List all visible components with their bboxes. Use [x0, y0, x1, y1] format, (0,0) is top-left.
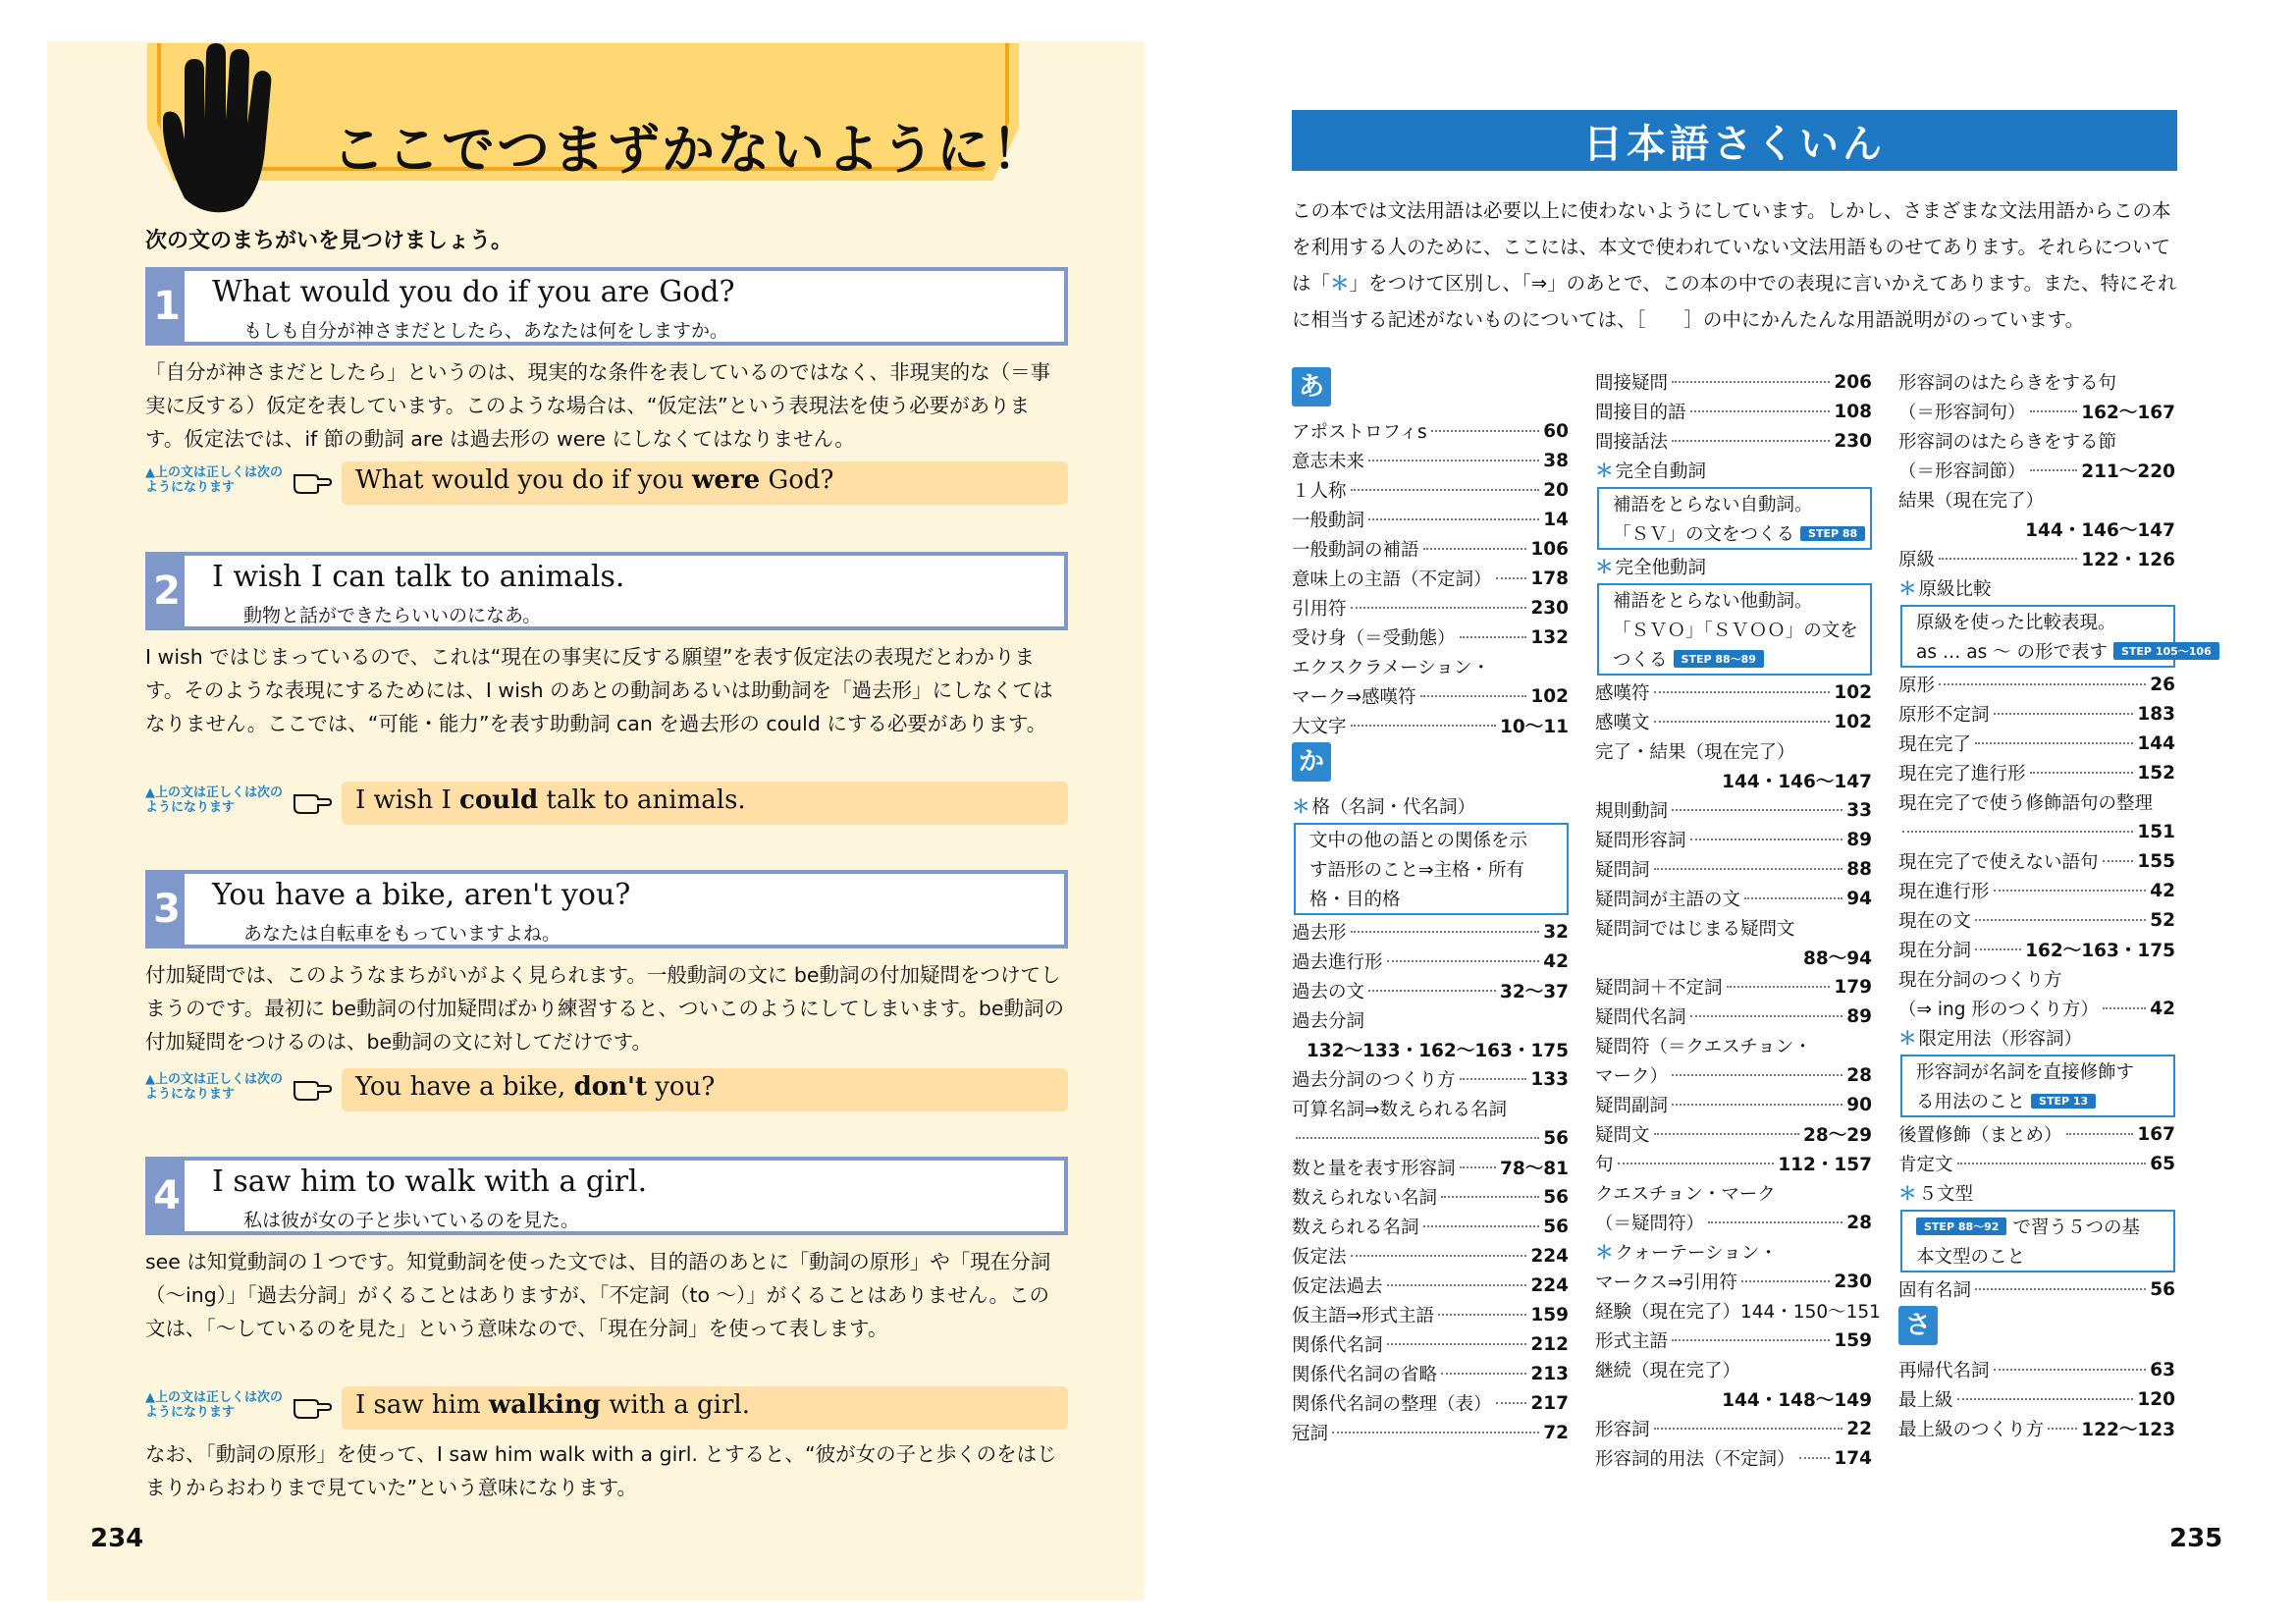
index-entry: 規則動詞 33 [1595, 799, 1872, 822]
question-japanese: 私は彼が女の子と歩いているのを見た。 [243, 1210, 580, 1231]
question-english: I saw him to walk with a girl. [212, 1164, 648, 1199]
index-entry: ＊ 完全他動詞 [1595, 558, 1707, 578]
index-title: 日本語さくいん [1292, 110, 2177, 171]
index-entry: 132～133・162～163・175 [1306, 1041, 1569, 1061]
corrected-sentence: You have a bike, don't you? [355, 1072, 716, 1102]
asterisk-icon: ＊ [1330, 272, 1350, 295]
explanation-4: see は知覚動詞の１つです。知覚動詞を使った文では、目的語のあとに「動詞の原形」や「現在分詞（～ing）」「過去分詞」がくることはありますが、「不定詞（to ～）」がくることはありません。この文は、「～しているのを見た」という意味なので、「現在分詞」を使って表します。 [145, 1250, 1051, 1340]
index-entry: 疑問詞＋不定詞 179 [1595, 976, 1872, 999]
index-entry: 関係代名詞 212 [1292, 1333, 1569, 1356]
definition-note: 原級を使った比較表現。 as … as ～ の形で表す STEP 105～106 [1900, 605, 2175, 668]
index-entry: 仮主語⇒形式主語 159 [1292, 1304, 1569, 1326]
index-entry: 疑問符（＝クエスチョン・ [1595, 1037, 1812, 1057]
correction-2 [145, 782, 1068, 825]
page-number-right: 235 [2169, 1524, 2223, 1553]
index-entry: ＊ 限定用法（形容詞） [1898, 1029, 2083, 1050]
index-entry: 現在分詞のつくり方 [1898, 970, 2062, 991]
index-entry: 過去分詞 [1292, 1011, 1365, 1032]
index-entry: 原形 26 [1898, 674, 2175, 696]
question-japanese: もしも自分が神さまだとしたら、あなたは何をしますか。 [243, 320, 729, 342]
correction-note: ▲上の文は正しくは次のようになります [145, 465, 283, 495]
correction-note: ▲上の文は正しくは次のようになります [145, 1390, 283, 1420]
index-entry: 疑問詞ではじまる疑問文 [1595, 919, 1795, 940]
index-entry: マーク） 28 [1595, 1064, 1872, 1087]
question-number: 1 [149, 271, 185, 342]
explanation-1: 「自分が神さまだとしたら」というのは、現実的な条件を表しているのではなく、非現実的な（＝事実に反する）仮定を表しています。このような場合は、“仮定法”という表現法を使う必要があります。仮定法では、if 節の動詞 are は過去形の were にしなくてはなりません。 [145, 360, 1051, 451]
index-entry: 関係代名詞の整理（表） 217 [1292, 1392, 1569, 1415]
corrected-sentence: I saw him walking with a girl. [355, 1390, 751, 1420]
index-column-3 [1898, 367, 2212, 1443]
question-english: You have a bike, aren't you? [212, 878, 631, 912]
hand-icon [145, 41, 293, 213]
step-reference: STEP 88 [1800, 526, 1865, 541]
index-entry: ＊ 完全自動詞 [1595, 461, 1707, 482]
pointing-hand-icon [293, 1072, 332, 1102]
kana-heading-ka: か [1292, 742, 1569, 785]
index-entry: 後置修飾（まとめ） 167 [1898, 1123, 2175, 1146]
question-number: 4 [149, 1161, 185, 1231]
index-entry: 形式主語 159 [1595, 1329, 1872, 1352]
index-intro: この本では文法用語は必要以上に使わないようにしています。しかし、さまざまな文法用語からこの本を利用する人のために、ここには、本文で使われていない文法用語ものせてあります。それらについては「＊」をつけて区別し、「⇒」のあとで、この本の中での表現に言いかえてあります。また、特にそれに相当する記述がないものについては、［ ］の中にかんたんな用語説明がのっています。 [1292, 199, 2177, 331]
index-entry: 関係代名詞の省略 213 [1292, 1363, 1569, 1385]
instruction-text: 次の文のまちがいを見つけましょう。 [145, 229, 513, 253]
index-entry: 受け身（＝受動態） 132 [1292, 626, 1569, 649]
index-entry: 数と量を表す形容詞 78～81 [1292, 1159, 1569, 1179]
kana-heading-a: あ [1292, 367, 1569, 410]
index-entry: マークス⇒引用符 230 [1595, 1271, 1872, 1293]
pointing-hand-icon [293, 465, 332, 495]
index-entry: 経験（現在完了）144・150～151 [1595, 1302, 1881, 1323]
index-entry: 形容詞のはたらきをする句 [1898, 373, 2117, 394]
index-entry: 原級 122・126 [1898, 550, 2175, 570]
step-reference: STEP 88～92 [1916, 1218, 2006, 1235]
index-entry: 肯定文 65 [1898, 1153, 2175, 1175]
index-entry: 数えられない名詞 56 [1292, 1186, 1569, 1209]
index-entry: ＊ クォーテーション・ [1595, 1243, 1778, 1264]
index-entry: ＊ 原級比較 [1898, 579, 1992, 600]
index-entry: 疑問副詞 90 [1595, 1094, 1872, 1116]
index-entry: 固有名詞 56 [1898, 1278, 2175, 1301]
question-japanese: 動物と話ができたらいいのになあ。 [243, 605, 542, 626]
index-entry: マーク⇒感嘆符 102 [1292, 685, 1569, 708]
index-entry: 疑問詞 88 [1595, 858, 1872, 881]
definition-note: 文中の他の語との関係を示 す語形のこと⇒主格・所有 格・目的格 [1294, 823, 1569, 915]
index-entry: エクスクラメーション・ [1292, 658, 1491, 678]
index-entry: ＊ 格（名詞・代名詞） [1292, 797, 1476, 818]
index-entry: 継続（現在完了） [1595, 1361, 1741, 1381]
closing-note: なお、「動詞の原形」を使って、I saw him walk with a girl. とすると、“彼が女の子と歩くのをはじまりからおわりまで見ていた”という意味になります。 [145, 1442, 1057, 1499]
index-entry: 句 112・157 [1595, 1155, 1872, 1175]
index-entry: 結果（現在完了） [1898, 491, 2045, 512]
step-reference: STEP 13 [2031, 1094, 2096, 1109]
question-english: What would you do if you are God? [212, 275, 735, 309]
index-entry: アポストロフィs 60 [1292, 420, 1569, 443]
question-english: I wish I can talk to animals. [212, 560, 625, 594]
index-entry: 意志未来 38 [1292, 450, 1569, 472]
index-entry: 完了・結果（現在完了） [1595, 742, 1795, 763]
question-box-4 [145, 1157, 1068, 1235]
question-number: 2 [149, 556, 185, 626]
index-entry: （＝形容詞句） 162～167 [1898, 403, 2175, 423]
index-entry: 現在完了 144 [1898, 732, 2175, 755]
index-entry: 形容詞 22 [1595, 1418, 1872, 1440]
correction-bar [342, 1386, 1068, 1430]
definition-note: 補語をとらない他動詞。 「ＳＶＯ」「ＳＶＯＯ」の文を つくる STEP 88～89 [1597, 583, 1872, 676]
index-entry: 感嘆文 102 [1595, 711, 1872, 733]
index-entry: 144・146～147 [2025, 520, 2175, 541]
index-entry: 引用符 230 [1292, 597, 1569, 620]
question-box-1 [145, 267, 1068, 346]
index-column-1 [1292, 365, 1569, 1447]
index-entry: 一般動詞 14 [1292, 509, 1569, 531]
index-entry: 最上級 120 [1898, 1388, 2175, 1411]
index-entry: （＝形容詞節） 211～220 [1898, 461, 2175, 482]
index-entry: （＝疑問符） 28 [1595, 1212, 1872, 1234]
question-japanese: あなたは自転車をもっていますよね。 [243, 923, 561, 945]
index-entry: 現在分詞 162～163・175 [1898, 941, 2175, 961]
index-entry: 数えられる名詞 56 [1292, 1216, 1569, 1238]
index-entry: 疑問詞が主語の文 94 [1595, 888, 1872, 910]
index-entry: 形容詞のはたらきをする節 [1898, 432, 2117, 453]
index-entry: 56 [1292, 1123, 1569, 1153]
index-entry: 144・148～149 [1722, 1390, 1872, 1411]
index-entry: （⇒ ing 形のつくり方） 42 [1898, 998, 2175, 1020]
index-entry: 現在完了で使えない語句 155 [1898, 850, 2175, 873]
question-number: 3 [149, 874, 185, 945]
index-entry: 再帰代名詞 63 [1898, 1359, 2175, 1381]
index-entry: 間接疑問 206 [1595, 371, 1872, 394]
index-entry: 過去進行形 42 [1292, 950, 1569, 973]
index-entry: 144・146～147 [1722, 772, 1872, 792]
index-entry: 過去分詞のつくり方 133 [1292, 1068, 1569, 1091]
question-box-2 [145, 552, 1068, 630]
index-entry: 一般動詞の補語 106 [1292, 538, 1569, 561]
index-entry: 疑問形容詞 89 [1595, 829, 1872, 851]
corrected-sentence: I wish I could talk to animals. [355, 785, 746, 815]
correction-note: ▲上の文は正しくは次のようになります [145, 1072, 283, 1102]
correction-1 [145, 461, 1068, 505]
pointing-hand-icon [293, 785, 332, 815]
index-entry: 88～94 [1803, 948, 1872, 969]
index-entry: １人称 20 [1292, 479, 1569, 502]
index-entry: 151 [1898, 817, 2175, 846]
index-entry: 疑問代名詞 89 [1595, 1005, 1872, 1028]
kana-heading-sa: さ [1898, 1306, 2175, 1349]
explanation-2: I wish ではじまっているので、これは“現在の事実に反する願望”を表す仮定法の表現だとわかります。そのような表現にするためには、I wish のあとの動詞あるいは助動詞を「過去形」にしなくてはなりません。ここでは、“可能・能力”を表す助動詞 can を過去形の could にする必要があります。 [145, 645, 1053, 735]
index-entry: 大文字 10～11 [1292, 717, 1569, 737]
index-entry: 仮定法 224 [1292, 1245, 1569, 1268]
index-entry: 可算名詞⇒数えられる名詞 [1292, 1100, 1508, 1120]
corrected-sentence: What would you do if you were God? [355, 465, 834, 495]
index-entry: 現在完了で使う修飾語句の整理 [1898, 793, 2154, 814]
page-number-left: 234 [90, 1524, 144, 1553]
correction-bar [342, 782, 1068, 825]
index-entry: 冠詞 72 [1292, 1422, 1569, 1444]
correction-3 [145, 1068, 1068, 1111]
index-entry: 疑問文 28～29 [1595, 1125, 1872, 1146]
index-entry: 最上級のつくり方 122～123 [1898, 1420, 2175, 1440]
step-reference: STEP 88～89 [1674, 650, 1764, 668]
explanation-3: 付加疑問では、このようなまちがいがよく見られます。一般動詞の文に be動詞の付加疑問をつけてしまうのです。最初に be動詞の付加疑問ばかり練習すると、ついこのようにしてしまいます。be動詞の付加疑問をつけるのは、be動詞の文に対してだけです。 [145, 963, 1064, 1054]
index-entry: ＊ ５文型 [1898, 1184, 1974, 1205]
question-box-3 [145, 870, 1068, 948]
pointing-hand-icon [293, 1390, 332, 1420]
correction-bar [342, 1068, 1068, 1111]
index-entry: 意味上の主語（不定詞） 178 [1292, 568, 1569, 590]
correction-4 [145, 1386, 1068, 1430]
definition-note: 形容詞が名詞を直接修飾す る用法のこと STEP 13 [1900, 1055, 2175, 1117]
index-entry: 現在完了進行形 152 [1898, 762, 2175, 785]
index-entry: 過去の文 32～37 [1292, 982, 1569, 1002]
index-entry: 仮定法過去 224 [1292, 1274, 1569, 1297]
index-entry: 原形不定詞 183 [1898, 703, 2175, 726]
index-column-2 [1595, 367, 1881, 1473]
correction-note: ▲上の文は正しくは次のようになります [145, 785, 283, 815]
index-entry: 過去形 32 [1292, 921, 1569, 944]
index-entry: 感嘆符 102 [1595, 681, 1872, 704]
banner-title: ここでつまずかないように！ [332, 119, 1046, 181]
step-reference: STEP 105～106 [2113, 642, 2219, 660]
index-entry: 現在進行形 42 [1898, 880, 2175, 902]
index-entry: 現在の文 52 [1898, 909, 2175, 932]
index-entry: 形容詞的用法（不定詞） 174 [1595, 1447, 1872, 1470]
correction-bar [342, 461, 1068, 505]
definition-note: 補語をとらない自動詞。 「ＳＶ」の文をつくる STEP 88 [1597, 487, 1872, 550]
index-entry: 間接話法 230 [1595, 430, 1872, 453]
definition-note: STEP 88～92 で習う５つの基 本文型のこと [1900, 1210, 2175, 1272]
index-entry: クエスチョン・マーク [1595, 1184, 1776, 1205]
index-entry: 間接目的語 108 [1595, 401, 1872, 423]
